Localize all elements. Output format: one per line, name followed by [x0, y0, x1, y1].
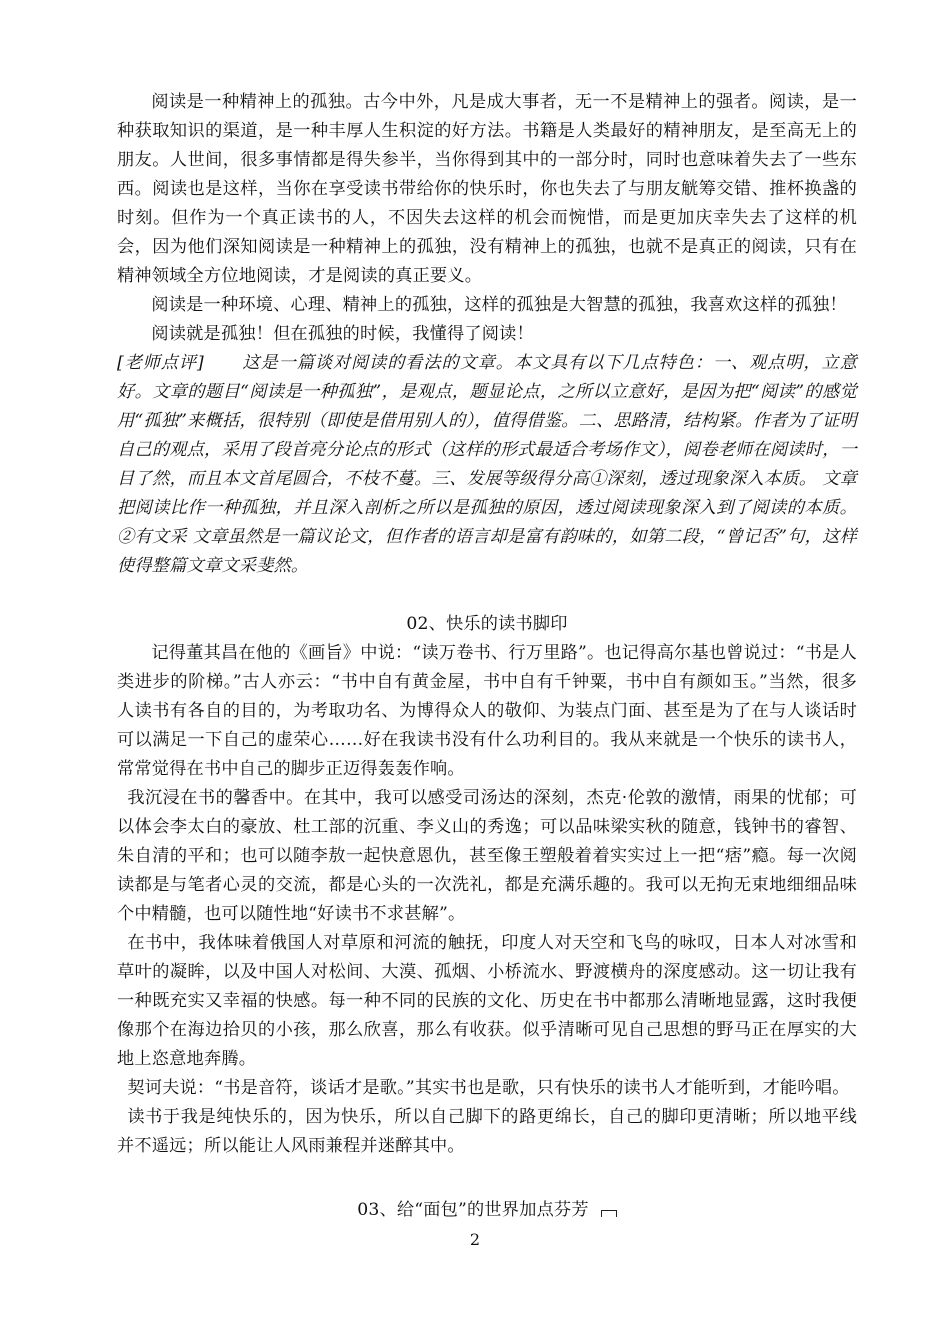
section-title-text: 03、给“面包”的世界加点芬芳	[357, 1200, 589, 1220]
paragraph: 我沉浸在书的馨香中。在其中，我可以感受司汤达的深刻，杰克·伦敦的激情，雨果的忧郁；可以体会李太白的豪放、杜工部的沉重、李义山的秀逸；可以品味梁实秋的随意，钱钟书的睿智、朱自清的平和；也可以随李敖一起快意恩仇，甚至像王塑般着着实实过上一把“痞”瘾。每一次阅读都是与笔者心灵的交流，都是心头的一次洗礼，都是充满乐趣的。我可以无拘无束地细细品味个中精髓，也可以随性地“好读书不求甚解”。	[117, 788, 857, 924]
teacher-comment-text: 这是一篇谈对阅读的看法的文章。本文具有以下几点特色：一、观点明，立意好。文章的题目“阅读是一种孤独”，是观点，题显论点，之所以立意好，是因为把“阅读”的感觉用“孤独”来概括，很特别（即使是借用别人的），值得借鉴。二、思路清，结构紧。作者为了证明自己的观点，采用了段首亮分论点的形式（这样的形式最适合考场作文），阅卷老师在阅读时，一目了然，而且本文首尾圆合，不枝不蔓。三、发展等级得分高①深刻，透过现象深入本质。 文章把阅读比作一种孤独，并且深入剖析之所以是孤独的原因，透过阅读现象深入到了阅读的本质。②有文采 文章虽然是一篇议论文，但作者的语言却是富有韵味的，如第二段，“曾记否”句，这样使得整篇文章文采斐然。	[117, 353, 857, 576]
paragraph: 阅读就是孤独！但在孤独的时候，我懂得了阅读！	[151, 324, 534, 344]
paragraph: 读书于我是纯快乐的，因为快乐，所以自己脚下的路更绵长，自己的脚印更清晰；所以地平线并不遥远；所以能让人风雨兼程并迷醉其中。	[117, 1107, 857, 1156]
bracket-mark-icon	[601, 1210, 617, 1217]
paragraph: 阅读是一种精神上的孤独。古今中外，凡是成大事者，无一不是精神上的强者。阅读，是一种获取知识的渠道，是一种丰厚人生积淀的好方法。书籍是人类最好的精神朋友，是至高无上的朋友。人世间，很多事情都是得失参半，当你得到其中的一部分时，同时也意味着失去了一些东西。阅读也是这样，当你在享受读书带给你的快乐时，你也失去了与朋友觥筹交错、推杯换盏的时刻。但作为一个真正读书的人，不因失去这样的机会而惋惜，而是更加庆幸失去了这样的机会，因为他们深知阅读是一种精神上的孤独，没有精神上的孤独，也就不是真正的阅读，只有在精神领域全方位地阅读，才是阅读的真正要义。	[117, 92, 857, 286]
teacher-comment-label: [老师点评]	[117, 353, 204, 373]
teacher-comment	[117, 349, 857, 581]
paragraph: 记得董其昌在他的《画旨》中说：“读万卷书、行万里路”。也记得高尔基也曾说过：“书是人类进步的阶梯。”古人亦云：“书中自有黄金屋，书中自有千钟粟，书中自有颜如玉。”当然，很多人读书有各自的目的，为考取功名、为博得众人的敬仰、为装点门面、甚至是为了在与人谈话时可以满足一下自己的虚荣心……好在我读书没有什么功利目的。我从来就是一个快乐的读书人，常常觉得在书中自己的脚步正迈得轰轰作响。	[117, 643, 857, 779]
paragraph: 阅读是一种环境、心理、精神上的孤独，这样的孤独是大智慧的孤独，我喜欢这样的孤独！	[151, 295, 847, 315]
paragraph: 在书中，我体味着俄国人对草原和河流的触抚，印度人对天空和飞鸟的咏叹，日本人对冰雪和草叶的凝眸，以及中国人对松间、大漠、孤烟、小桥流水、野渡横舟的深度感动。这一切让我有一种既充实又幸福的快感。每一种不同的民族的文化、历史在书中都那么清晰地显露，这时我便像那个在海边拾贝的小孩，那么欣喜，那么有收获。似乎清晰可见自己思想的野马正在厚实的大地上恣意地奔腾。	[117, 933, 857, 1069]
section-title: 02、快乐的读书脚印	[406, 614, 568, 634]
paragraph: 契诃夫说：“书是音符，谈话才是歌。”其实书也是歌，只有快乐的读书人才能听到，才能吟唱。	[127, 1078, 850, 1098]
page-number: 2	[469, 1230, 481, 1249]
page-content	[117, 88, 857, 1225]
section-title	[117, 1196, 857, 1225]
